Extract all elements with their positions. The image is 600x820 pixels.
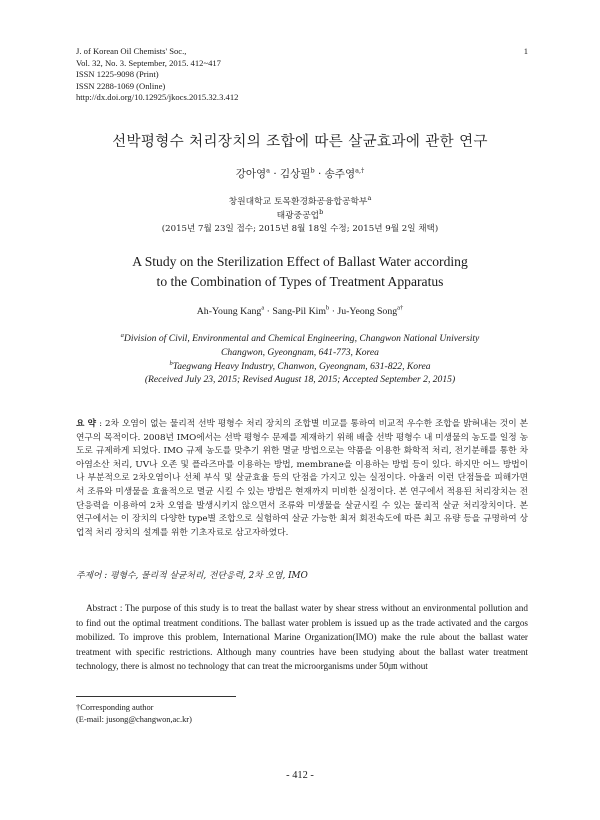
korean-abstract-label: 요 약	[76, 419, 97, 429]
author-separator: ·	[314, 168, 325, 180]
affiliation-a-address: Changwon, Gyeongnam, 641-773, Korea	[221, 346, 379, 358]
author-name: 강아영	[235, 168, 267, 180]
page-mark: 1	[523, 46, 528, 56]
korean-affiliation-1	[60, 194, 540, 207]
korean-authors	[60, 166, 540, 181]
korean-abstract	[76, 418, 528, 540]
english-title-line: to the Combination of Types of Treatment Apparatus	[156, 274, 444, 289]
label-colon: :	[101, 571, 111, 581]
page-number: - 412 -	[286, 770, 314, 781]
corresponding-email[interactable]: (E-mail: jusong@changwon,ac.kr)	[76, 715, 192, 725]
footnote-rule	[76, 696, 236, 697]
korean-dates: (2015년 7월 23일 접수; 2015년 8월 18일 수정; 2015년 9월 2일 채택)	[161, 224, 439, 234]
doi-link[interactable]: http://dx.doi.org/10.12925/jkocs.2015.32.3.412	[76, 92, 239, 103]
author-sup: a	[266, 166, 271, 175]
korean-keywords	[76, 568, 528, 581]
affiliation-sup: b	[169, 359, 173, 367]
affiliation-a	[60, 332, 540, 346]
journal-header	[76, 46, 238, 104]
korean-title: 선박평형수 처리장치의 조합에 따른 살균효과에 관한 연구	[112, 134, 488, 150]
author-separator: ·	[329, 306, 338, 317]
label-colon: :	[96, 419, 106, 429]
journal-volume: Vol. 32, No. 3. September, 2015. 412~417	[76, 57, 221, 68]
journal-name: J. of Korean Oil Chemists' Soc.,	[76, 46, 187, 56]
english-affiliations	[60, 332, 540, 387]
affiliation-sup: a	[367, 194, 372, 203]
affiliation-b	[60, 360, 540, 374]
korean-abstract-text: 2차 오염이 없는 물리적 선박 평형수 처리 장치의 조합별 비교를 통하여 비교적 우수한 조합을 밝혀내는 것이 본 연구의 목적이다. 2008년 IMO에서는 선박 평형수 문제를 제재하기 위해 배출 선박 평형수 내 미생물의 농도를 일정 농도로 규제하게 되었다. IMO 규제 농도를 맞추기 위한 멸균 방법으로는 약품을 이용한 화학적 처리, 전기분해를 통한 차아염소산 처리, UV나 오존 및 플라즈마를 이용하는 방법, membrane을 이용하는 방법 등이 있다. 하지만 어느 방법이나 부분적으로 2차오염이나 선체 부식 및 살균효율 등의 단점을 가지고 있는 실정이다. 아울러 이런 단점들을 피해가면서 조류와 미생물을 효율적으로 멸균 시킬 수 있는 방법은 현재까지 미비한 실정이다. 본 연구에서 적용된 처리장치는 전단응력을 이용하여 2차 오염을 발생시키지 않으면서 조류와 미생물을 살균시킬 수 있는 물리적 살균 처리장치이다. 본 연구에서는 이 장치의 다양한 type별 조합으로 실험하여 살균 가능한 최저 회전속도에 따른 최고 유량 등을 규명하여 상업적 처리 장치의 설계를 위한 기초자료로 삼고자하였다.	[76, 419, 528, 538]
english-authors	[60, 306, 540, 317]
received-dates: (Received July 23, 2015; Revised August 18, 2015; Accepted September 2, 2015)	[144, 374, 456, 386]
author-sup: a	[261, 304, 265, 312]
author-name: Sang-Pil Kim	[272, 306, 326, 317]
author-name: Ju-Yeong Song	[337, 306, 398, 317]
affiliation-text: 창원대학교 토목환경화공융합공학부	[228, 197, 368, 207]
affiliation-sup: a	[120, 331, 124, 339]
korean-affiliation-2	[60, 208, 540, 221]
author-sup: b	[326, 304, 330, 312]
affiliation-text: 태광중공업	[276, 211, 320, 221]
issn-print: ISSN 1225-9098 (Print)	[76, 69, 159, 80]
corresponding-author: †Corresponding author	[76, 703, 154, 712]
author-name: Ah-Young Kang	[196, 306, 262, 317]
affiliation-sup: b	[319, 208, 324, 217]
english-abstract-text: The purpose of this study is to treat the ballast water by shear stress without an environmental pollution and to find out the optimal treatment conditions. The ballast water problem is issued up as the trade activated and the cargos mobilized. To improve this problem, International Marine Organization(IMO) make the rule about the ballast water treatment with specific restrictions. Although many countries have been studying about the ballast water treatment technology, there is almost no technology that can treat the microorganisms under 50㎛ without	[76, 603, 528, 672]
author-name: 송주영	[324, 168, 356, 180]
author-separator: ·	[270, 168, 281, 180]
keywords-label: 주제어	[76, 571, 102, 581]
author-separator: ·	[264, 306, 273, 317]
author-sup: a,†	[355, 166, 365, 175]
label-colon: :	[117, 603, 125, 613]
english-abstract-label: Abstract	[86, 603, 118, 613]
affiliation-text: Division of Civil, Environmental and Chemical Engineering, Changwon National University	[123, 333, 480, 344]
issn-online: ISSN 2288-1069 (Online)	[76, 80, 166, 91]
english-abstract	[76, 601, 528, 674]
author-name: 김상필	[280, 168, 311, 180]
author-sup: b	[310, 166, 315, 175]
english-title-line: A Study on the Sterilization Effect of Ballast Water according	[132, 254, 468, 269]
english-title	[60, 252, 540, 292]
affiliation-text: Taegwang Heavy Industry, Chanwon, Gyeongnam, 631-822, Korea	[172, 360, 431, 372]
keywords-text: 평형수, 물리적 살균처리, 전단응력, 2차 오염, IMO	[110, 571, 308, 581]
footnote	[76, 702, 192, 727]
author-sup: a†	[397, 304, 404, 312]
